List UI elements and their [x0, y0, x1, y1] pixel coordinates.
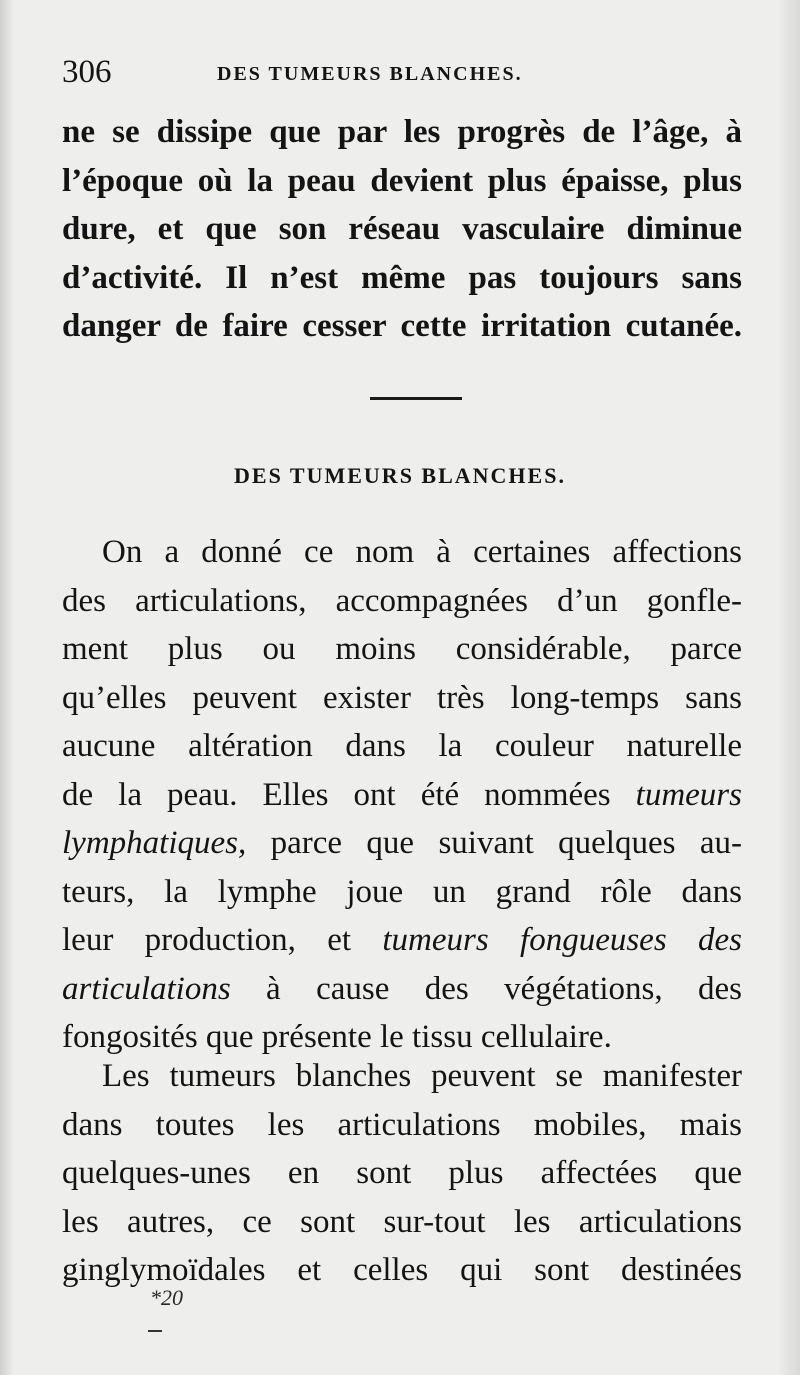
text-line: ne se dissipe que par les progrès de l’âge, à — [62, 114, 742, 150]
page-number: 306 — [62, 54, 112, 90]
text-line — [62, 674, 742, 723]
text-run: qu’elles peuvent exister très long-temps sans — [62, 679, 742, 716]
text-line: dans toutes les articulations mobiles, mais — [62, 1106, 742, 1143]
text-line — [62, 625, 742, 674]
text-run: On a donné ce nom à certaines affections — [102, 534, 742, 570]
text-line — [62, 722, 742, 771]
text-line — [62, 528, 742, 577]
text-line: d’activité. Il n’est même pas toujours sans — [62, 259, 742, 296]
text-run: ment plus ou moins considérable, parce — [62, 631, 742, 667]
text-line: l’époque où la peau devient plus épaisse, plus — [62, 162, 742, 199]
text-line: ginglymoïdales et celles qui sont destinées — [62, 1252, 742, 1288]
signature-mark: *20 — [150, 1285, 183, 1310]
paragraph-2 — [62, 1052, 742, 1295]
text-line — [62, 916, 742, 965]
text-run: aucune altération dans la couleur naturelle — [62, 728, 742, 764]
section-heading: DES TUMEURS BLANCHES. — [234, 463, 566, 488]
text-line — [62, 577, 742, 626]
continued-paragraph — [62, 108, 742, 351]
text-run: de la peau. Elles ont été nommées — [62, 776, 636, 813]
text-run: à cause des végétations, des — [230, 970, 742, 1007]
section-divider — [370, 397, 462, 400]
paragraph-1 — [62, 528, 742, 1062]
italic-term: lymphatiques, — [62, 825, 247, 861]
text-line: quelques-unes en sont plus affectées que — [62, 1155, 742, 1191]
text-line: les autres, ce sont sur-tout les articulations — [62, 1203, 742, 1240]
text-line — [62, 819, 742, 868]
text-line: danger de faire cesser cette irritation cutanée. — [62, 308, 742, 344]
text-line: dure, et que son réseau vasculaire diminue — [62, 211, 742, 247]
text-run: fongosités que présente le tissu cellulaire. — [62, 1019, 612, 1055]
page-edge-left — [0, 0, 14, 1375]
running-title: DES TUMEURS BLANCHES. — [217, 63, 523, 85]
text-line — [62, 965, 742, 1014]
text-line — [62, 771, 742, 820]
printer-mark — [148, 1330, 162, 1332]
italic-term: articulations — [62, 970, 231, 1007]
text-line: Les tumeurs blanches peuvent se manifester — [102, 1058, 742, 1094]
text-run: teurs, la lymphe joue un grand rôle dans — [62, 873, 742, 910]
text-run: parce que suivant quelques au- — [246, 825, 742, 861]
text-run: des articulations, accompagnées d’un gonfle- — [62, 582, 742, 619]
italic-term: tumeurs — [635, 776, 742, 813]
italic-term: tumeurs fongueuses des — [382, 922, 742, 958]
text-line — [62, 868, 742, 917]
running-head — [62, 50, 742, 94]
text-run: leur production, et — [62, 922, 383, 958]
page-edge-right — [776, 0, 800, 1375]
